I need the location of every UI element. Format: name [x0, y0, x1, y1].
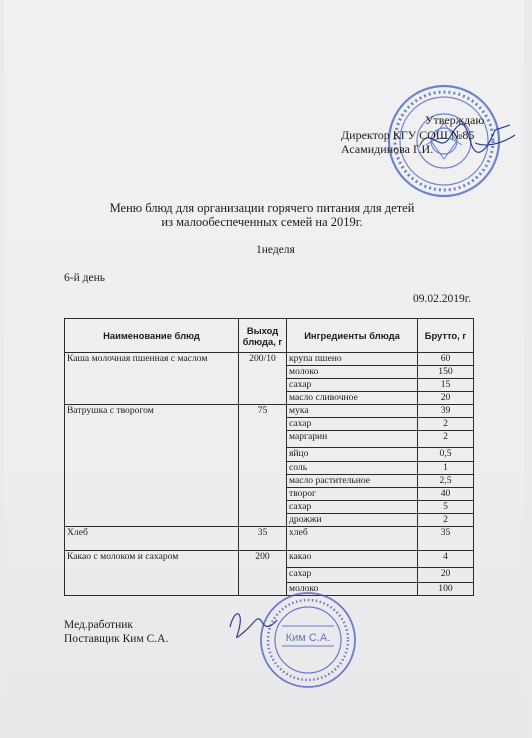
ingredient-gross: 2 [418, 514, 474, 527]
ingredient-gross: 2 [418, 418, 474, 431]
dish-name: Ватрушка с творогом [65, 405, 239, 527]
ingredient-gross: 2,5 [418, 475, 474, 488]
ingredient-name: сахар [287, 501, 418, 514]
ingredient-name: творог [287, 488, 418, 501]
ingredient-name: масло сливочное [287, 392, 418, 405]
ingredient-gross: 39 [418, 405, 474, 418]
ingredient-gross: 100 [418, 583, 474, 596]
table-row [65, 551, 474, 568]
supplier-signature [222, 602, 282, 647]
approval-line-3: Асамидинова Г.И. [341, 142, 434, 156]
ingredient-name: мука [287, 405, 418, 418]
menu-date: 09.02.2019г. [413, 293, 472, 305]
dish-output: 200/10 [239, 353, 287, 405]
header-dish-name: Наименование блюд [65, 319, 239, 353]
ingredient-name: маргарин [287, 431, 418, 448]
ingredient-gross: 35 [418, 527, 474, 551]
menu-title-line-1: Меню блюд для организации горячего питания для детей [109, 201, 415, 215]
ingredient-gross: 60 [418, 353, 474, 366]
ingredient-gross: 5 [418, 501, 474, 514]
dish-name: Хлеб [65, 527, 239, 551]
dish-name: Какао с молоком и сахаром [65, 551, 239, 596]
ingredient-gross: 15 [418, 379, 474, 392]
ingredient-gross: 0,5 [418, 448, 474, 462]
dish-output: 200 [239, 551, 287, 596]
ingredient-name: дрожжи [287, 514, 418, 527]
menu-table [64, 318, 474, 596]
ingredient-name: соль [287, 462, 418, 475]
ingredient-name: сахар [287, 568, 418, 583]
menu-title-line-2: из малообеспеченных семей на 2019г. [161, 215, 363, 229]
ingredient-name: молоко [287, 583, 418, 596]
header-ingredients: Ингредиенты блюда [287, 319, 418, 353]
ingredient-gross: 20 [418, 392, 474, 405]
ingredient-gross: 4 [418, 551, 474, 568]
ingredient-name: сахар [287, 379, 418, 392]
ingredient-gross: 1 [418, 462, 474, 475]
header-gross-weight: Брутто, г [418, 319, 474, 353]
footer-medical-worker: Мед.работник [64, 619, 133, 631]
menu-table-header [65, 319, 474, 353]
ingredient-gross: 150 [418, 366, 474, 379]
ingredient-gross: 2 [418, 431, 474, 448]
ingredient-name: какао [287, 551, 418, 568]
dish-output: 75 [239, 405, 287, 527]
table-row [65, 405, 474, 418]
ingredient-name: сахар [287, 418, 418, 431]
approval-line-2: Директор КГУ СОШ №85 [341, 128, 475, 142]
ingredient-name: крупа пшено [287, 353, 418, 366]
ingredient-gross: 40 [418, 488, 474, 501]
header-output: Выход блюда, г [239, 319, 287, 353]
supplier-seal-text: Ким С.А. [285, 632, 331, 644]
dish-output: 35 [239, 527, 287, 551]
footer-supplier: Поставщик Ким С.А. [64, 633, 169, 645]
approval-line-1: Утверждаю [425, 113, 485, 127]
dish-name: Каша молочная пшенная с маслом [65, 353, 239, 405]
table-row [65, 527, 474, 551]
ingredient-name: молоко [287, 366, 418, 379]
table-row [65, 353, 474, 366]
ingredient-name: яйцо [287, 448, 418, 462]
ingredient-name: хлеб [287, 527, 418, 551]
ingredient-gross: 20 [418, 568, 474, 583]
week-label: 1неделя [256, 244, 295, 256]
ingredient-name: масло растительное [287, 475, 418, 488]
day-label: 6-й день [64, 272, 105, 284]
